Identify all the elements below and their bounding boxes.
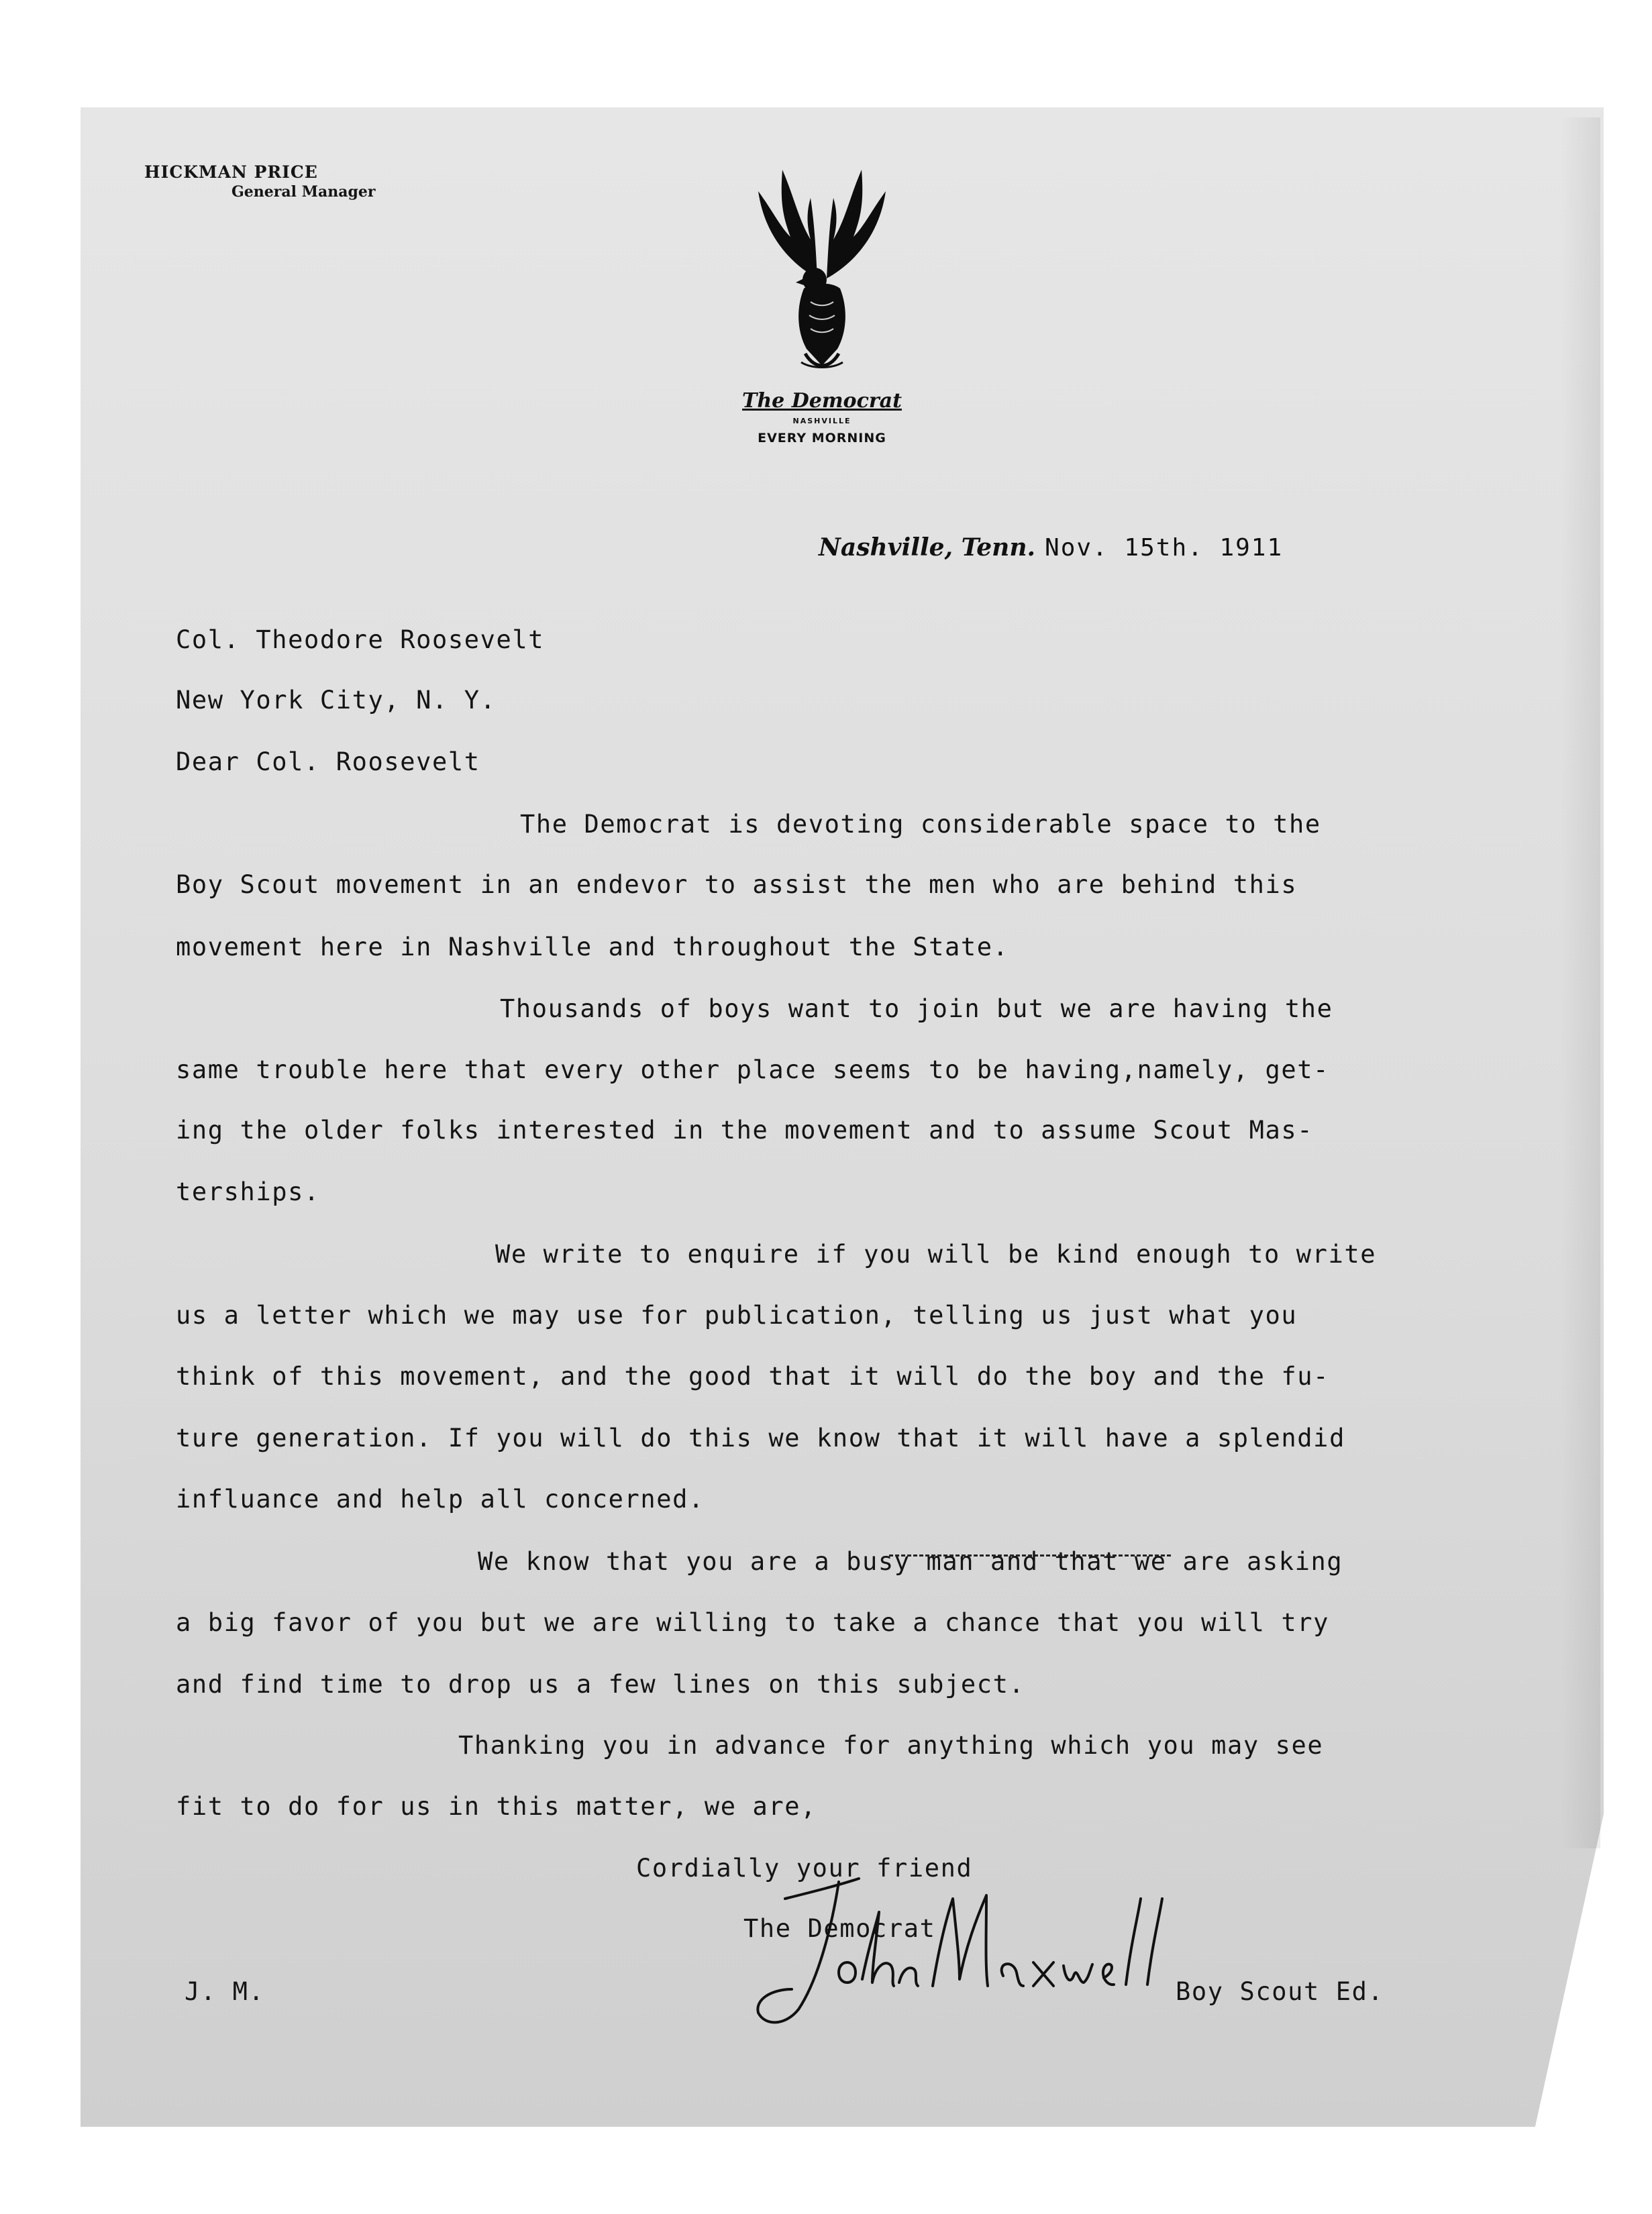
manager-title: General Manager xyxy=(231,183,376,201)
body-line: ing the older folks interested in the movement and to assume Scout Mas- xyxy=(176,1116,1314,1145)
dateline-date: Nov. 15th. 1911 xyxy=(1045,534,1284,562)
body-line: movement here in Nashville and throughout the State. xyxy=(176,933,1009,961)
newspaper-city: NASHVILLE xyxy=(792,417,851,425)
handwritten-signature xyxy=(738,1865,1194,2040)
body-line: a big favor of you but we are willing to take a chance that you will try xyxy=(176,1608,1330,1637)
salutation: Dear Col. Roosevelt xyxy=(176,747,480,776)
body-line: The Democrat is devoting considerable space to the xyxy=(520,810,1321,839)
newspaper-frequency: EVERY MORNING xyxy=(758,431,886,445)
typist-initials: J. M. xyxy=(185,1977,265,2006)
dateline-place: Nashville, Tenn. xyxy=(819,533,1036,562)
address-line-2: New York City, N. Y. xyxy=(176,686,497,715)
body-line: We know that you are a busy man and that we are asking xyxy=(478,1547,1343,1576)
body-line: us a letter which we may use for publication, telling us just what you xyxy=(176,1301,1298,1330)
newspaper-name: The Democrat xyxy=(742,389,902,413)
body-line: think of this movement, and the good that it will do the boy and the fu- xyxy=(176,1362,1330,1391)
complimentary-close: Cordially your friend xyxy=(636,1854,973,1883)
signature-line xyxy=(889,1554,1171,1557)
dateline xyxy=(819,533,1283,562)
manager-name: HICKMAN PRICE xyxy=(144,162,318,182)
body-line: and find time to drop us a few lines on this subject. xyxy=(176,1670,1025,1699)
body-line: same trouble here that every other place seems to be having,namely, get- xyxy=(176,1055,1330,1084)
sheet-shadow-edge xyxy=(1560,117,1600,1848)
masthead xyxy=(731,389,913,445)
signer-role: Boy Scout Ed. xyxy=(1176,1977,1384,2006)
letterhead-manager xyxy=(144,162,375,201)
body-line: fit to do for us in this matter, we are, xyxy=(176,1792,817,1821)
body-line: influance and help all concerned. xyxy=(176,1485,705,1514)
body-line: Thousands of boys want to join but we are having the xyxy=(500,994,1333,1023)
body-line: terships. xyxy=(176,1177,320,1206)
body-line: We write to enquire if you will be kind enough to write xyxy=(495,1240,1377,1269)
closing-organization: The Democrat xyxy=(743,1914,936,1943)
body-line: Thanking you in advance for anything which you may see xyxy=(458,1731,1324,1760)
address-line-1: Col. Theodore Roosevelt xyxy=(176,625,545,654)
body-line: Boy Scout movement in an endevor to assist the men who are behind this xyxy=(176,870,1298,899)
body-line: ture generation. If you will do this we know that it will have a splendid xyxy=(176,1424,1345,1453)
